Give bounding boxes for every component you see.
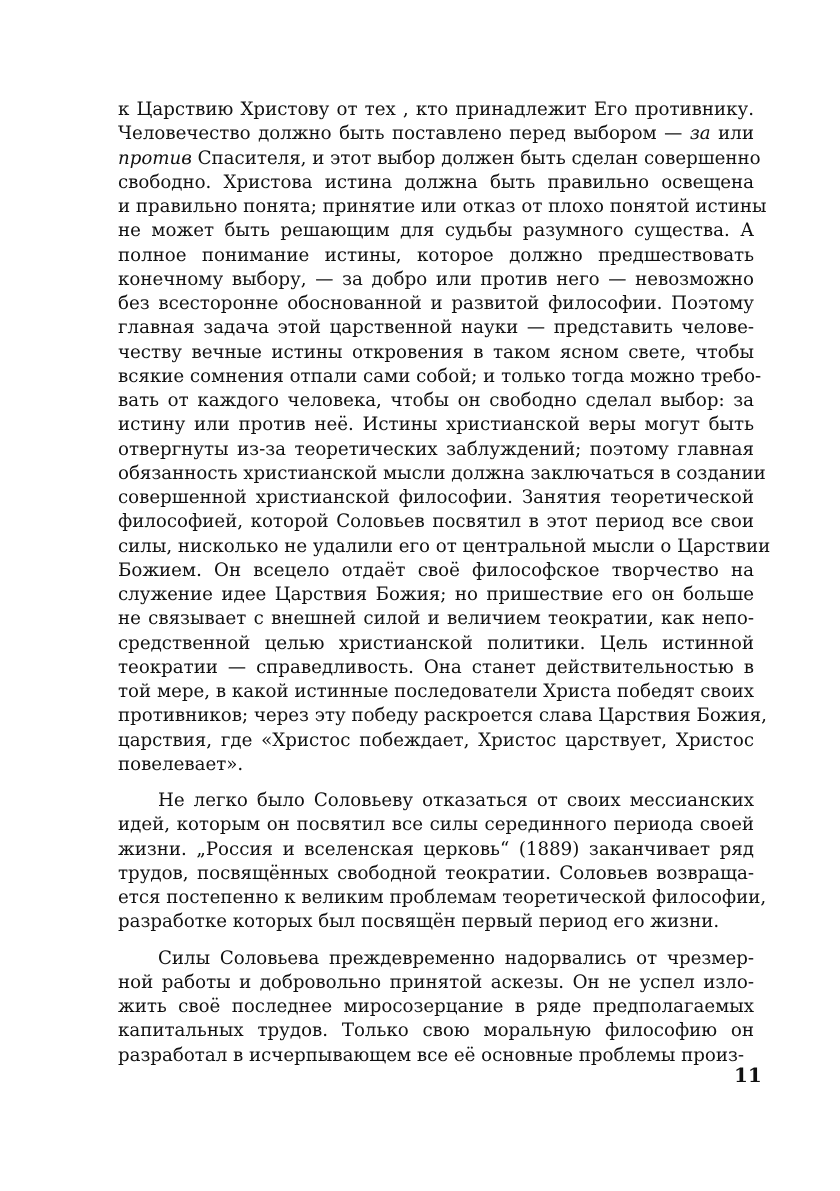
paragraph — [118, 98, 771, 777]
text-line: идей, которым он посвятил все силы серединного периода своей — [118, 814, 754, 836]
paragraph-gap — [118, 777, 754, 789]
text-line: против Спасителя, и этот выбор должен быть сделан совершенно — [118, 147, 761, 169]
text-line: разработал в исчерпывающем все её основные проблемы произ- — [118, 1044, 745, 1066]
body-text — [118, 98, 771, 1068]
text-line: Божием. Он всецело отдаёт своё философское творчество на — [118, 559, 754, 581]
text-line: жизни. „Россия и вселенская церковь“ (1889) заканчивает ряд — [118, 838, 754, 860]
text-line: главная задача этой царственной науки — представить челове- — [118, 317, 754, 339]
text-line: Силы Соловьева преждевременно надорвались от чрезмер- — [158, 947, 754, 969]
text-line: царствия, где «Христос побеждает, Христос царствует, Христос — [118, 729, 754, 751]
text-line: капитальных трудов. Только свою моральную философию он — [118, 1020, 754, 1042]
text-line: разработке которых был посвящён первый период его жизни. — [118, 911, 720, 933]
text-line: ется постепенно к великим проблемам теоретической философии, — [118, 887, 767, 908]
text-line: конечному выбору, — за добро или против него — невозможно — [118, 268, 754, 290]
text-line: трудов, посвящённых свободной теократии. Соловьев возвраща- — [118, 862, 754, 884]
paragraph — [118, 947, 754, 1068]
text-line: честву вечные истины откровения в таком ясном свете, чтобы — [118, 341, 754, 363]
paragraph-gap — [118, 935, 754, 947]
text-line: средственной целью христианской политики. Цель истинной — [118, 632, 754, 654]
text-line: не связывает с внешней силой и величием теократии, как непо- — [118, 608, 754, 630]
text-line: повелевает». — [118, 753, 244, 775]
text-line: без всесторонне обоснованной и развитой философии. Поэтому — [118, 293, 754, 314]
text-line: свободно. Христова истина должна быть правильно освещена — [118, 171, 754, 193]
text-line: силы, нисколько не удалили его от центральной мысли о Царствии — [118, 535, 771, 557]
text-line: полное понимание истины, которое должно предшествовать — [118, 244, 754, 266]
text-line: Человечество должно быть поставлено перед выбором — за или — [118, 123, 754, 145]
text-line: обязанность христианской мысли должна заключаться в создании — [118, 462, 766, 484]
text-line: жить своё последнее миросозерцание в ряде предполагаемых — [118, 996, 754, 1017]
text-line: той мере, в какой истинные последователи Христа победят своих — [118, 681, 754, 702]
text-line: к Царствию Христову от тех , кто принадлежит Его противнику. — [118, 99, 754, 120]
text-line: не может быть решающим для судьбы разумного существа. А — [118, 220, 754, 242]
text-line: и правильно понята; принятие или отказ от плохо понятой истины — [118, 196, 767, 217]
text-line: ной работы и добровольно принятой аскезы. Он не успел изло- — [118, 971, 754, 993]
page-number: 11 — [734, 1063, 762, 1087]
text-line: противников; через эту победу раскроется слава Царствия Божия, — [118, 705, 767, 727]
text-line: Не легко было Соловьеву отказаться от своих мессианских — [158, 790, 754, 811]
text-line: отвергнуты из-за теоретических заблуждений; поэтому главная — [118, 438, 754, 460]
text-line: теократии — справедливость. Она станет действительностью в — [118, 656, 754, 678]
text-line: совершенной христианской философии. Занятия теоретической — [118, 487, 754, 508]
text-line: всякие сомнения отпали сами собой; и только тогда можно требо- — [118, 365, 762, 387]
text-line: вать от каждого человека, чтобы он свободно сделал выбор: за — [118, 390, 754, 411]
text-line: служение идее Царствия Божия; но пришествие его он больше — [118, 584, 754, 605]
text-line: истину или против неё. Истины христианской веры могут быть — [118, 414, 754, 436]
text-line: философией, которой Соловьев посвятил в этот период все свои — [118, 511, 754, 533]
paragraph — [118, 789, 767, 935]
